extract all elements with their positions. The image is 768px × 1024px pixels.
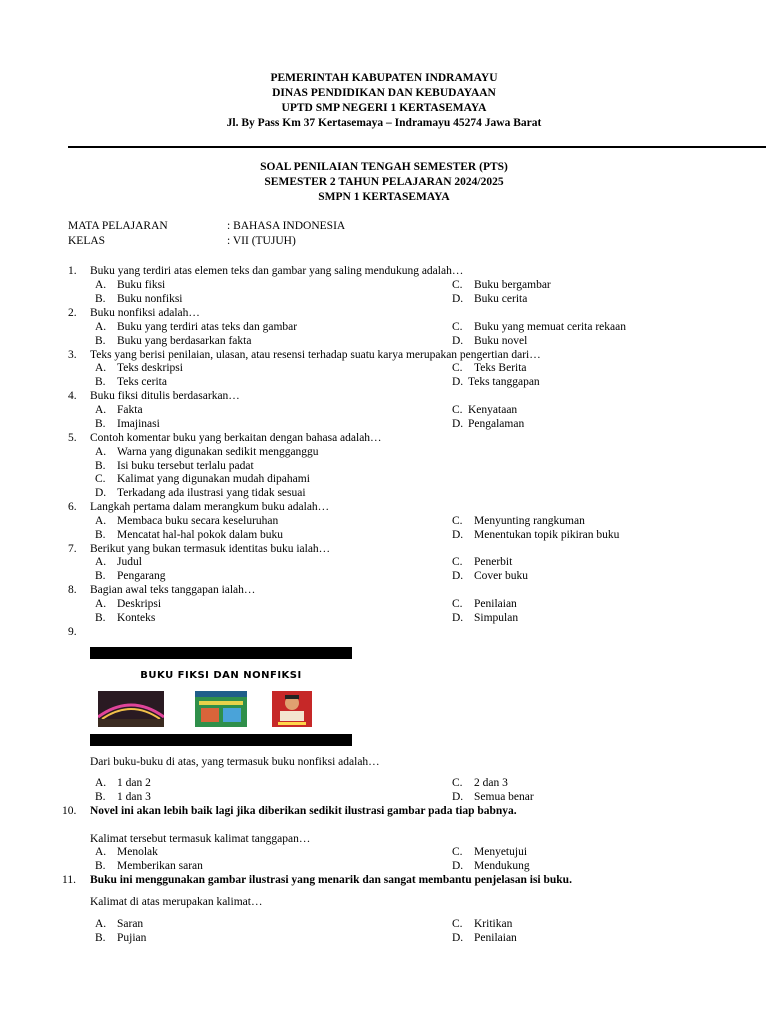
question-text: Dari buku-buku di atas, yang termasuk buku nonfiksi adalah… <box>90 756 380 768</box>
exam-page: PEMERINTAH KABUPATEN INDRAMAYU DINAS PENDIDIKAN DAN KEBUDAYAAN UPTD SMP NEGERI 1 KERTASEMAYA Jl. By Pass Km 37 Kertasemaya – Indramayu 45274 Jawa Barat SOAL PENILAIAN TENGAH SEMESTER (PTS) SEMESTER 2 TAHUN PELAJARAN 2024/2025 SMPN 1 KERTASEMAYA MATA PELAJARAN : BAHASA INDONESIA KELAS : VII (TUJUH) 1. Buku yang terdiri atas elemen teks dan gambar yang saling mendukung adalah… A. Buku fiksi C. Buku bergambar B. Buku nonfiksi D. Buku cerita 2. Buku nonfiksi adalah… A. Buku yang terdiri atas teks dan gambar C. Buku yang memuat cerita rekaan B. Buku yang berdasarkan fakta D. Buku novel 3. Teks yang berisi penilaian, ulasan, atau resensi terhadap suatu karya merupakan pengertian dari… A. Teks deskripsi C. Teks Berita B. Teks cerita D. Teks tanggapan 4. Buku fiksi ditulis berdasarkan… A. Fakta C. Kenyataan B. Imajinasi D. Pengalaman 5. Contoh komentar buku yang berkaitan dengan bahasa adalah… A. Warna yang digunakan sedikit mengganggu B. Isi buku tersebut terlalu padat C. Kalimat yang digunakan mudah dipahami D. Terkadang ada ilustrasi yang tidak sesuai 6. Langkah pertama dalam merangkum buku adalah… A. Membaca buku secara keseluruhan C. Menyunting rangkuman B. Mencatat hal-hal pokok dalam buku D. Menentukan topik pikiran buku 7. Berikut yang bukan termasuk identitas buku ialah… A. Judul C. Penerbit B. Pengarang D. Cover buku 8. Bagian awal teks tanggapan ialah… A. Deskripsi C. Penilaian B. Konteks D. Simpulan 9. BUKU FIKSI DAN NONFIKSI Dari buku-buku di atas, yang termasuk buku nonfiksi adalah… A. 1 dan 2 C. 2 dan 3 B. 1 dan 3 D. Semua benar 10. Novel ini akan lebih baik lagi jika diberikan sedikit ilustrasi gambar pada tiap babnya. Kalimat tersebut termasuk kalimat tanggapan… A. Menolak C. Menyetujui B. Memberikan saran D. Mendukung 11. Buku ini menggunakan gambar ilustrasi yang menarik dan sangat membantu penjelasan isi buku. Kalimat di atas merupakan kalimat… A. Saran C. Kritikan B. Pujian D. Penilaian <box>0 0 768 1024</box>
question-text: Buku yang terdiri atas elemen teks dan gambar yang saling mendukung adalah… <box>90 265 464 277</box>
question-7 <box>0 542 768 556</box>
question-number: 7. <box>68 543 77 555</box>
question-11-prompt <box>0 895 768 909</box>
question-11 <box>0 873 768 887</box>
header-government: PEMERINTAH KABUPATEN INDRAMAYU <box>270 72 498 84</box>
class-value: : VII (TUJUH) <box>227 235 296 247</box>
question-text: Berikut yang bukan termasuk identitas buku ialah… <box>90 543 331 555</box>
question-text: Buku fiksi ditulis berdasarkan… <box>90 390 240 402</box>
image-title: BUKU FIKSI DAN NONFIKSI <box>140 670 302 681</box>
question-9-prompt <box>0 755 768 769</box>
question-statement: Buku ini menggunakan gambar ilustrasi yang menarik dan sangat membantu penjelasan isi buku. <box>90 874 572 886</box>
question-1 <box>0 264 768 278</box>
question-6 <box>0 500 768 514</box>
book-covers-image <box>90 647 352 746</box>
question-number: 10. <box>62 805 77 817</box>
question-text: Bagian awal teks tanggapan ialah… <box>90 584 256 596</box>
question-number: 5. <box>68 432 77 444</box>
question-10 <box>0 804 768 818</box>
question-8 <box>0 583 768 597</box>
header-department: DINAS PENDIDIKAN DAN KEBUDAYAAN <box>272 87 496 99</box>
exam-semester: SEMESTER 2 TAHUN PELAJARAN 2024/2025 <box>264 176 504 188</box>
question-2 <box>0 306 768 320</box>
subject-value: : BAHASA INDONESIA <box>227 220 346 232</box>
question-10-prompt <box>0 832 768 846</box>
book-cover-3 <box>272 691 312 727</box>
exam-school: SMPN 1 KERTASEMAYA <box>318 191 450 203</box>
question-number: 3. <box>68 349 77 361</box>
header-divider <box>68 146 766 148</box>
question-number: 2. <box>68 307 77 319</box>
question-text: Contoh komentar buku yang berkaitan dengan bahasa adalah… <box>90 432 382 444</box>
book-cover-1 <box>98 691 164 727</box>
question-text: Kalimat di atas merupakan kalimat… <box>90 896 263 908</box>
exam-title: SOAL PENILAIAN TENGAH SEMESTER (PTS) <box>260 161 508 173</box>
book-cover-2 <box>195 691 247 727</box>
question-number: 6. <box>68 501 77 513</box>
header-address: Jl. By Pass Km 37 Kertasemaya – Indramayu 45274 Jawa Barat <box>226 117 542 129</box>
question-text: Teks yang berisi penilaian, ulasan, atau resensi terhadap suatu karya merupakan pengertian dari… <box>90 349 541 361</box>
question-4 <box>0 389 768 403</box>
question-number: 4. <box>68 390 77 402</box>
question-5 <box>0 431 768 445</box>
question-statement: Novel ini akan lebih baik lagi jika diberikan sedikit ilustrasi gambar pada tiap babnya. <box>90 805 517 817</box>
image-bottom-bar <box>90 734 352 746</box>
question-3 <box>0 348 768 362</box>
question-text: Buku nonfiksi adalah… <box>90 307 200 319</box>
question-9 <box>0 625 768 639</box>
question-number: 1. <box>68 265 77 277</box>
question-text: Langkah pertama dalam merangkum buku adalah… <box>90 501 330 513</box>
question-number: 8. <box>68 584 77 596</box>
class-label: KELAS <box>68 235 106 247</box>
question-number: 11. <box>62 874 76 886</box>
subject-label: MATA PELAJARAN <box>68 220 168 232</box>
question-number: 9. <box>68 626 77 638</box>
header-school: UPTD SMP NEGERI 1 KERTASEMAYA <box>281 102 487 114</box>
question-text: Kalimat tersebut termasuk kalimat tanggapan… <box>90 833 311 845</box>
image-top-bar <box>90 647 352 659</box>
